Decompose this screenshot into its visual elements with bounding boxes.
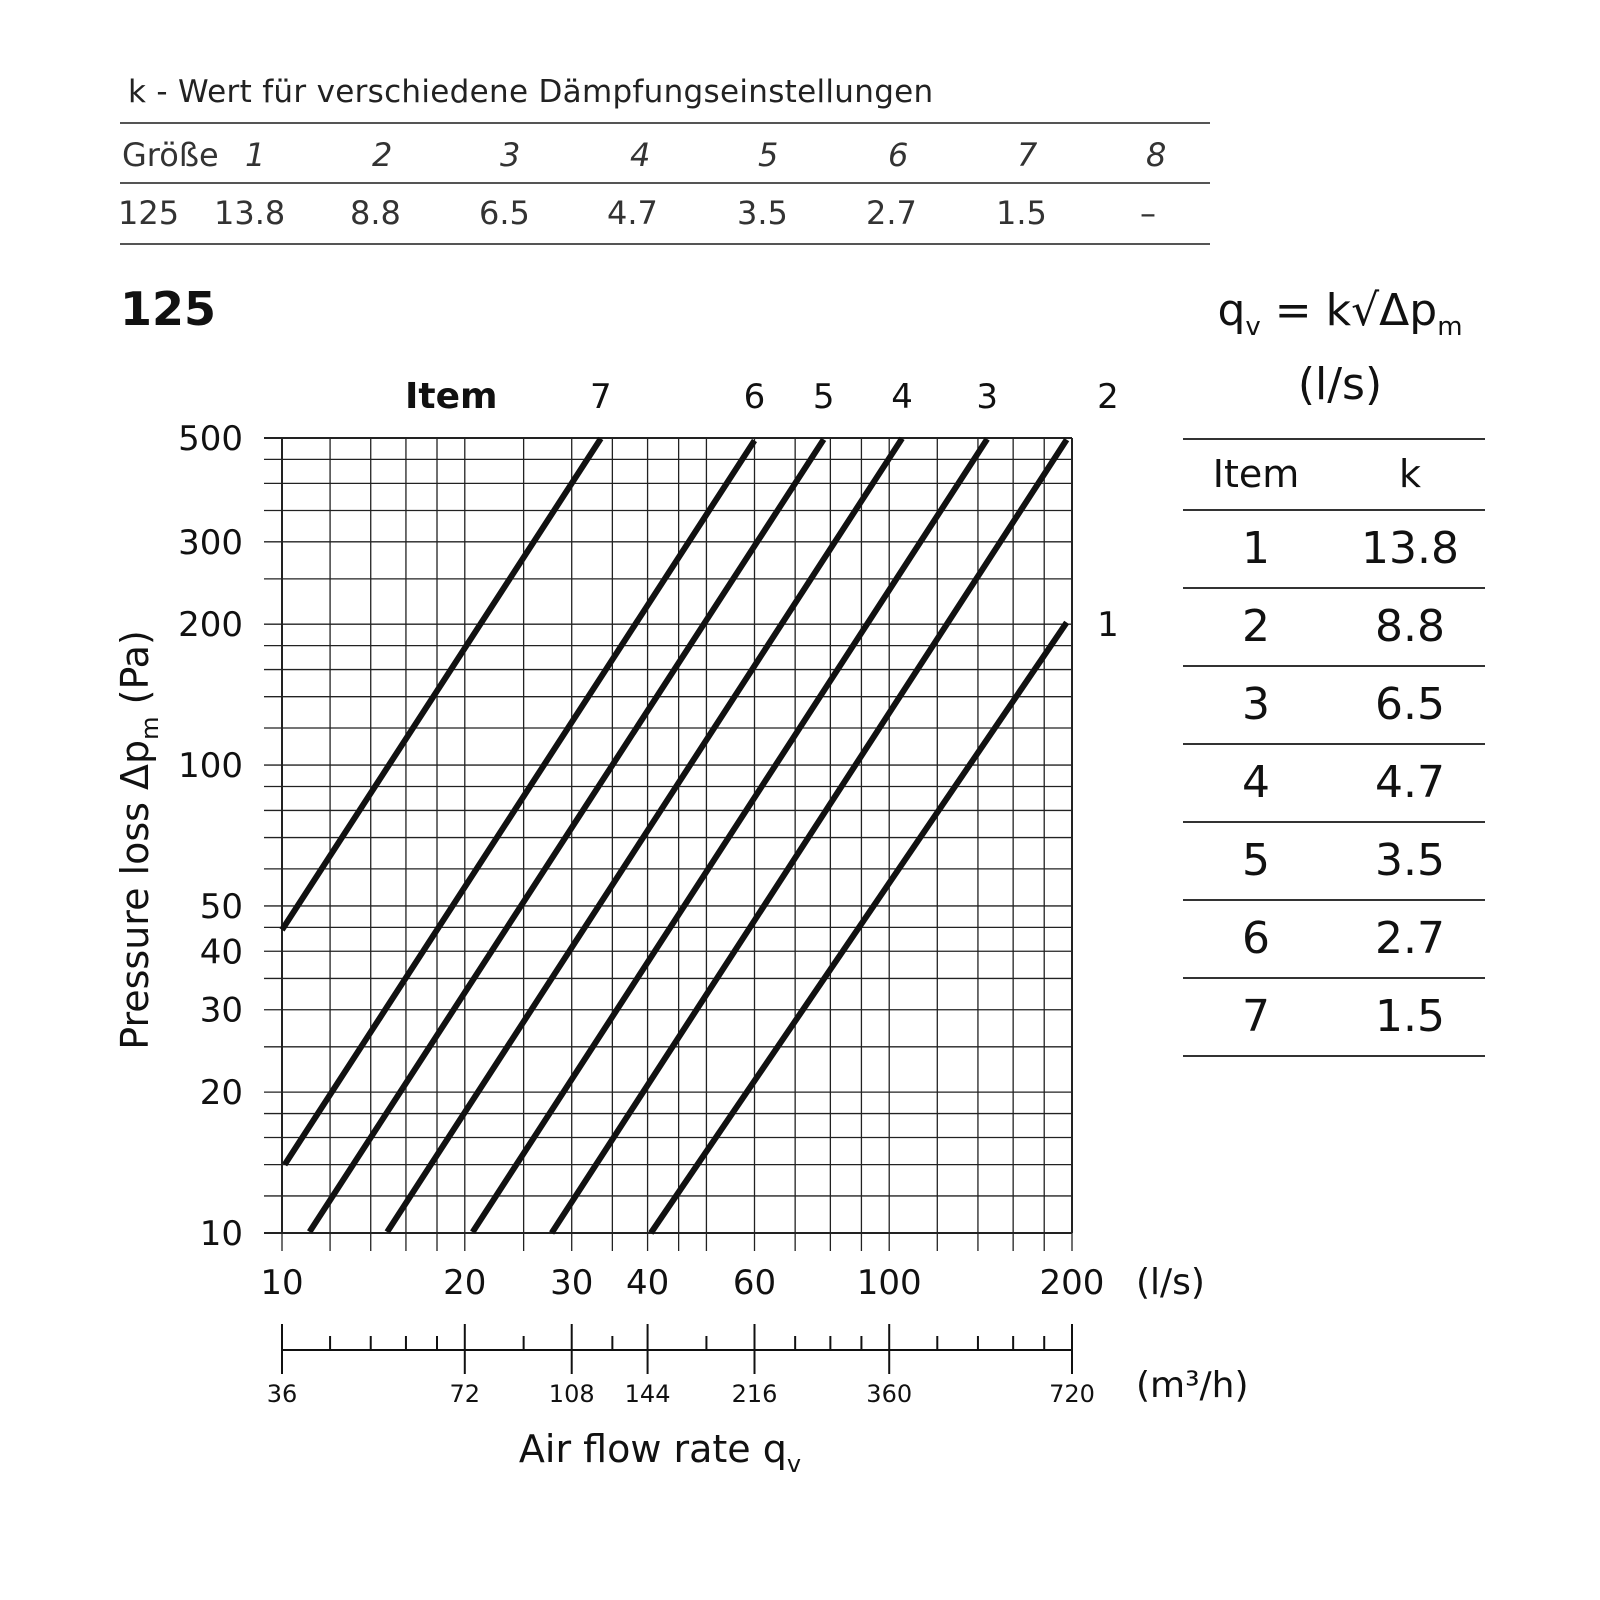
series-label-7: 7 xyxy=(589,377,612,417)
y-axis-title-main: Pressure loss Δp xyxy=(113,739,157,1050)
top-table-value: 1.5 xyxy=(996,194,1047,232)
x2-tick-label: 144 xyxy=(624,1380,671,1408)
series-label-4: 4 xyxy=(891,377,913,417)
top-table-value: – xyxy=(1140,194,1156,232)
k-table-header-item: Item xyxy=(1212,452,1300,496)
y-tick-label: 10 xyxy=(199,1214,243,1254)
k-table-rule xyxy=(1183,438,1485,440)
y-tick-label: 100 xyxy=(178,746,243,787)
series-label-1: 1 xyxy=(1097,605,1119,646)
y-axis-title xyxy=(113,630,164,1050)
k-table-k: 1.5 xyxy=(1375,991,1445,1042)
top-table-header-label: Größe xyxy=(122,136,219,174)
x2-tick-label: 720 xyxy=(1049,1380,1095,1408)
k-table-item: 3 xyxy=(1242,679,1270,730)
x-tick-label: 100 xyxy=(856,1263,922,1303)
k-table-rule xyxy=(1183,509,1485,511)
y-tick-label: 500 xyxy=(178,419,243,459)
k-table-k: 13.8 xyxy=(1361,523,1459,574)
x-unit-label: (l/s) xyxy=(1136,1262,1205,1303)
x-tick-label: 40 xyxy=(625,1263,670,1303)
formula-q-sub: v xyxy=(1245,311,1261,342)
top-table-row-label: 125 xyxy=(118,194,180,232)
x-tick-label: 20 xyxy=(443,1263,487,1303)
x-tick-label: 60 xyxy=(732,1263,777,1303)
k-table-k: 4.7 xyxy=(1375,757,1445,808)
x-axis-title-main: Air flow rate q xyxy=(518,1427,787,1471)
y-tick-label: 40 xyxy=(199,932,243,973)
y-axis-title-sub: m xyxy=(136,716,164,740)
formula-p-sub: m xyxy=(1437,311,1463,342)
top-table-header-item: 6 xyxy=(888,136,909,174)
series-label-6: 6 xyxy=(743,377,766,417)
y-tick-label: 50 xyxy=(199,886,243,927)
k-table-item: 1 xyxy=(1242,523,1270,574)
top-table-header-item: 7 xyxy=(1017,136,1038,174)
x2-tick-label: 360 xyxy=(866,1380,913,1408)
k-table-item: 7 xyxy=(1242,991,1270,1042)
x2-unit-label: (m³/h) xyxy=(1136,1365,1249,1406)
k-table-rule xyxy=(1183,1055,1485,1057)
formula-unit: (l/s) xyxy=(1297,358,1383,410)
k-table-item: 5 xyxy=(1242,835,1270,886)
k-table-item: 4 xyxy=(1242,757,1270,808)
y-tick-label: 20 xyxy=(199,1073,243,1114)
top-table-header-item: 1 xyxy=(245,136,266,174)
y-axis-title-unit: (Pa) xyxy=(113,630,157,717)
x2-tick-label: 108 xyxy=(548,1380,595,1408)
top-table-header-item: 4 xyxy=(630,136,651,174)
formula-q: q xyxy=(1217,285,1246,336)
k-table-rule xyxy=(1183,587,1485,589)
series-label-2: 2 xyxy=(1097,377,1119,417)
y-tick-label: 200 xyxy=(178,605,243,646)
x-tick-label: 200 xyxy=(1039,1263,1105,1303)
x2-tick-label: 36 xyxy=(266,1380,298,1408)
k-table-k: 8.8 xyxy=(1375,601,1445,652)
x2-tick-label: 72 xyxy=(449,1380,481,1408)
k-table-rule xyxy=(1183,665,1485,667)
k-table-k: 2.7 xyxy=(1375,913,1445,964)
top-table-header-item: 5 xyxy=(758,136,779,174)
top-table-value: 2.7 xyxy=(866,194,917,232)
k-table-rule xyxy=(1183,977,1485,979)
k-table-k: 6.5 xyxy=(1375,679,1445,730)
top-table-value: 13.8 xyxy=(214,194,286,232)
x-tick-label: 10 xyxy=(260,1263,304,1303)
top-table-value: 3.5 xyxy=(737,194,788,232)
y-tick-label: 30 xyxy=(199,990,243,1031)
x2-tick-label: 216 xyxy=(731,1380,778,1408)
series-label-5: 5 xyxy=(812,377,835,417)
k-table-header-k: k xyxy=(1398,452,1421,496)
top-table-header-item: 3 xyxy=(500,136,521,174)
k-table-k: 3.5 xyxy=(1375,835,1445,886)
size-title: 125 xyxy=(120,282,217,336)
top-table-header-item: 2 xyxy=(372,136,393,174)
x-axis-title-sub: v xyxy=(786,1450,802,1478)
series-line-6 xyxy=(285,441,755,1165)
k-table-rule xyxy=(1183,743,1485,745)
y-tick-label: 300 xyxy=(178,522,243,563)
k-table-item: 6 xyxy=(1242,913,1270,964)
k-table-rule xyxy=(1183,821,1485,823)
x-axis-title xyxy=(519,1427,801,1478)
item-header-label: Item xyxy=(405,376,498,417)
x-tick-label: 30 xyxy=(550,1263,594,1303)
series-label-3: 3 xyxy=(976,377,999,417)
k-table-rule xyxy=(1183,899,1485,901)
top-table-caption: k - Wert für verschiedene Dämpfungseinstellungen xyxy=(128,74,934,110)
top-table-value: 6.5 xyxy=(479,194,530,232)
top-table-value: 4.7 xyxy=(607,194,658,232)
top-table-value: 8.8 xyxy=(350,194,401,232)
top-table-header-item: 8 xyxy=(1146,136,1167,174)
formula-middle: = k√Δp xyxy=(1260,285,1438,336)
k-table-item: 2 xyxy=(1242,601,1270,652)
